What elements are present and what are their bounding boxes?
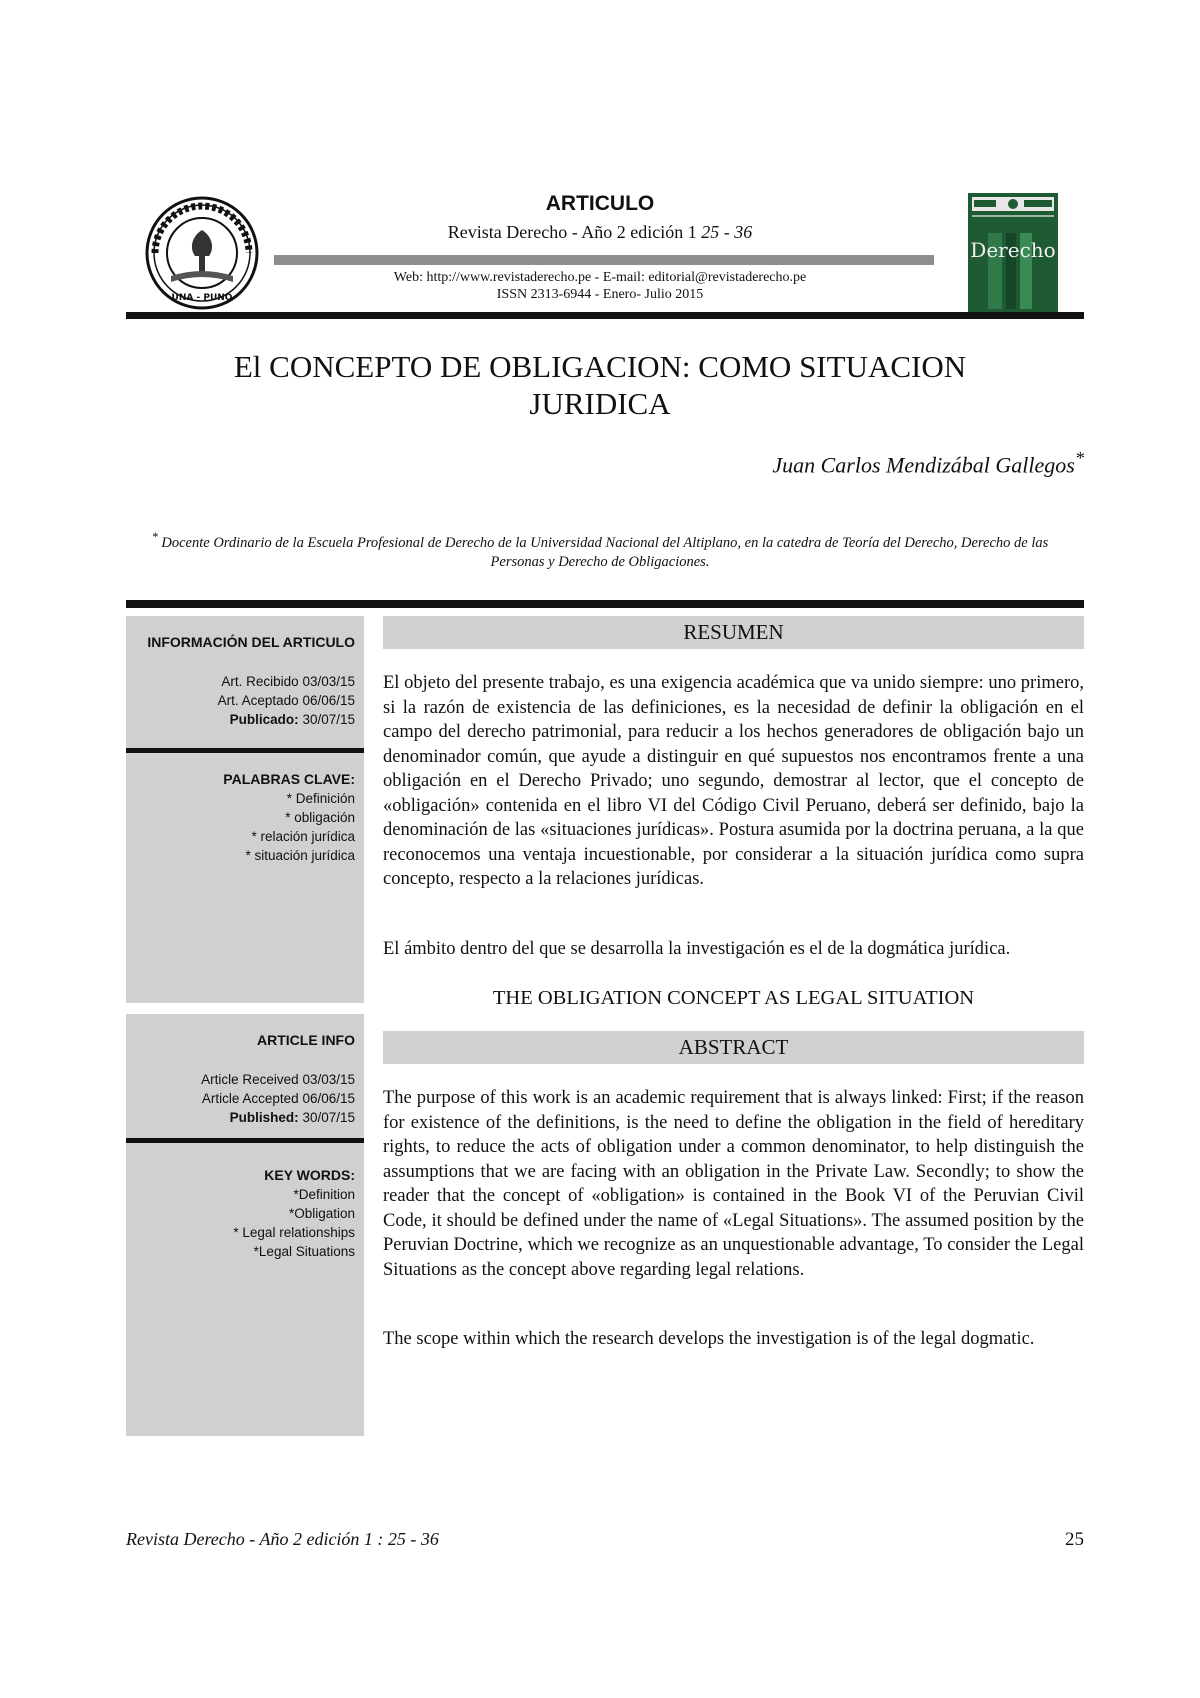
header-rule [126,312,1084,319]
keyword-item: *Definition [293,1187,355,1202]
affiliation-mark: * [151,530,158,544]
sidebar-en-heading: ARTICLE INFO [257,1032,355,1048]
title-line-2: JURIDICA [529,386,671,421]
keyword-item: * Legal relationships [233,1225,355,1240]
author-text: Juan Carlos Mendizábal Gallegos [772,452,1075,478]
sidebar-es-accepted: Art. Aceptado 06/06/15 [217,693,355,708]
resumen-paragraph-1: El objeto del presente trabajo, es una exigencia académica que va unido siempre: uno primero, si la razón de existencia de las definiciones, es la necesidad de definir la obligación en el campo del derecho patrimonial, para reducir a los hechos generadores de obligación bajo un denominador común, que ayude a distinguir en qué supuestos nos encontramos frente a una obligación en el Derecho Privado; uno segundo, demostrar al lector, que el concepto de «obligación» contenida en el libro VI del Código Civil Peruano, deberá ser definido, bajo la denominación de las «situaciones jurídicas». Postura asumida por la doctrina peruana, a la que reconocemos una ventaja incuestionable, por considerar a la situación jurídica como supra concepto, respecto a la relaciones jurídicas. [383,673,1084,889]
keyword-item: * obligación [285,810,355,825]
seal-text: UNA - PUNO [171,293,233,303]
sidebar-en-published [140,1108,355,1127]
university-seal-logo [145,196,259,310]
footer-journal: Revista Derecho - Año 2 edición 1 : 25 - 36 [126,1529,439,1549]
header-gray-bar [274,255,934,265]
resumen-heading: RESUMEN [383,616,1084,649]
author-affiliation [140,528,1060,572]
abstract-paragraph-2: The scope within which the research develops the investigation is of the legal dogmatic. [383,1329,1035,1349]
keyword-item: * situación jurídica [245,848,355,863]
section-label: ARTICULO [545,192,655,215]
author-footnote-mark: * [1074,448,1084,468]
keyword-item: *Obligation [288,1206,355,1221]
sidebar-es-divider [126,748,364,753]
keyword-item: *Legal Situations [253,1244,355,1259]
author-name [600,448,1084,478]
published-label: Publicado: [229,712,299,727]
journal-name: Revista Derecho - Año 2 edición 1 [447,222,697,242]
sidebar-es-published [140,710,355,729]
journal-cover-thumbnail [968,193,1058,313]
published-date: 30/07/15 [302,1110,355,1125]
sidebar-es-received: Art. Recibido 03/03/15 [221,674,355,689]
keyword-item: * relación jurídica [251,829,355,844]
published-date: 30/07/15 [302,712,355,727]
sidebar-es-heading: INFORMACIÓN DEL ARTICULO [147,634,355,650]
article-title [150,348,1050,422]
page-number: 25 [1065,1529,1084,1550]
title-line-1: El CONCEPTO DE OBLIGACION: COMO SITUACION [233,349,967,384]
keywords-heading: KEY WORDS: [264,1167,355,1183]
sidebar-en-accepted: Article Accepted 06/06/15 [201,1091,355,1106]
affiliation-text: Docente Ordinario de la Escuela Profesional de Derecho de la Universidad Nacional del Altiplano, en la catedra de Teoría del Derecho, Derecho de las Personas y Derecho de Obligaciones. [161,534,1049,570]
keyword-item: * Definición [286,791,355,806]
sidebar-en-dates [140,1070,355,1127]
journal-line [400,222,800,243]
published-label: Published: [229,1110,299,1125]
abstract-paragraph-1: The purpose of this work is an academic requirement that is always linked: First; if the reason for existence of the definitions, is the need to define the obligation in the field of hereditary rights, to reduce the acts of obligation under a common denominator, to help distinguish the assumptions that we are facing with an obligation in the Private Law. Secondly; to show the reader that the concept of «obligation» is contained in the Book VI of the Peruvian Civil Code, it should be defined under the name of «Legal Situations». The assumed position by the Peruvian Doctrine, which we recognize as an unquestionable advantage, To consider the Legal Situations as the concept above regarding legal relations. [383,1088,1084,1280]
sidebar-en-divider [126,1138,364,1143]
resumen-paragraph-2: El ámbito dentro del que se desarrolla la investigación es el de la dogmática jurídica. [383,939,1011,959]
cover-title: Derecho [970,238,1056,262]
abstract-heading: ABSTRACT [383,1031,1084,1064]
web-line: Web: http://www.revistaderecho.pe - E-mail: editorial@revistaderecho.pe [393,270,807,285]
english-title: THE OBLIGATION CONCEPT AS LEGAL SITUATION [492,987,975,1009]
keywords-heading: PALABRAS CLAVE: [223,771,355,787]
sidebar-es-keywords [140,770,355,865]
issn-line: ISSN 2313-6944 - Enero- Julio 2015 [496,287,704,302]
sidebar-es-dates [140,672,355,729]
section-separator [126,600,1084,608]
journal-pages: 25 - 36 [701,222,753,242]
sidebar-en-received: Article Received 03/03/15 [201,1072,355,1087]
sidebar-en-keywords [140,1166,355,1261]
